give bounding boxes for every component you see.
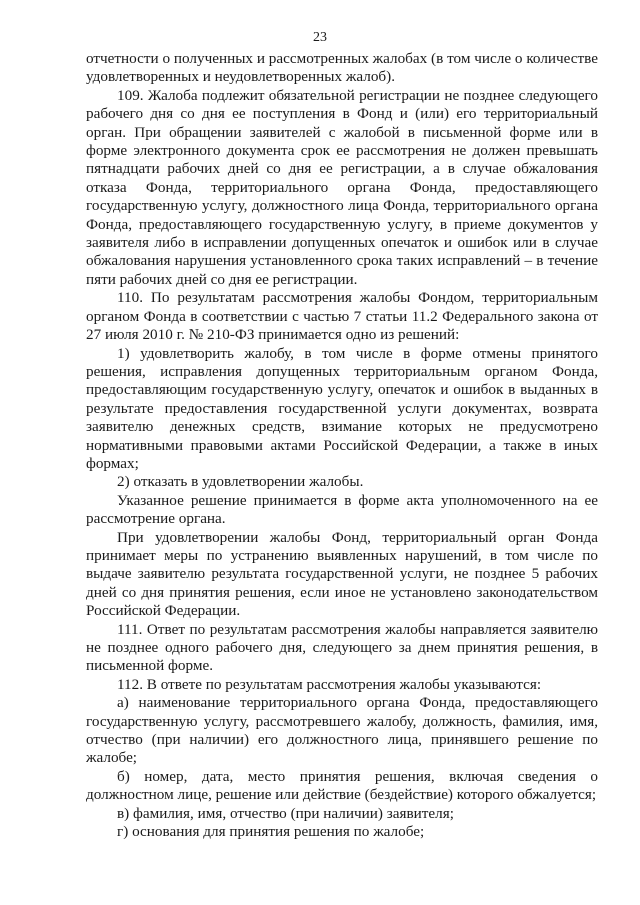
paragraph-110: 110. По результатам рассмотрения жалобы Фондом, территориальным органом Фонда в соответствии с частью 7 статьи 11.2 Федерального закона от 27 июля 2010 г. № 210-ФЗ принимается одно из решений:: [86, 289, 598, 344]
paragraph-112: 112. В ответе по результатам рассмотрения жалобы указываются:: [117, 675, 542, 693]
paragraph-110-item-2: 2) отказать в удовлетворении жалобы.: [117, 473, 364, 491]
paragraph-112-item-b: б) номер, дата, место принятия решения, включая сведения о должностном лице, решение или действие (бездействие) которого обжалуется;: [86, 767, 598, 804]
page-number: 23: [313, 30, 327, 45]
paragraph-112-item-a: а) наименование территориального органа Фонда, предоставляющего государственную услугу, рассмотревшего жалобу, должность, фамилия, имя, отчество (при наличии) его должностного лица, принявшего решение по жалобе;: [86, 694, 598, 767]
paragraph-110-item-1: 1) удовлетворить жалобу, в том числе в форме отмены принятого решения, исправления допущенных территориальным органом Фонда, предоставляющим государственную услугу, опечаток и ошибок в выданных в результате предоставления государственной услуги документах, возврата заявителю денежных средств, взимание которых не предусмотрено нормативными правовыми актами Российской Федерации, а также в иных формах;: [86, 344, 598, 472]
paragraph-109: 109. Жалоба подлежит обязательной регистрации не позднее следующего рабочего дня со дня ее поступления в Фонд и (или) его территориальный орган. При обращении заявителей с жалобой в письменной форме или в форме электронного документа срок ее рассмотрения не должен превышать пятнадцати рабочих дней со дня ее регистрации, а в случае обжалования отказа Фонда, территориального органа Фонда, предоставляющего государственную услугу, должностного лица Фонда, территориального органа Фонда, предоставляющего государственную услугу, в приеме документов у заявителя либо в исправлении допущенных опечаток и ошибок или в случае обжалования нарушения установленного срока таких исправлений – в течение пяти рабочих дней со дня ее регистрации.: [86, 86, 598, 288]
paragraph-112-item-v: в) фамилия, имя, отчество (при наличии) заявителя;: [117, 804, 454, 822]
paragraph-decision-form: Указанное решение принимается в форме акта уполномоченного на ее рассмотрение органа.: [86, 491, 598, 528]
paragraph-remedy-measures: При удовлетворении жалобы Фонд, территориальный орган Фонда принимает меры по устранению выявленных нарушений, в том числе по выдаче заявителю результата государственной услуги, не позднее 5 рабочих дней со дня принятия решения, если иное не установлено законодательством Российской Федерации.: [86, 528, 598, 620]
document-body: [86, 50, 598, 841]
paragraph-111: 111. Ответ по результатам рассмотрения жалобы направляется заявителю не позднее одного рабочего дня, следующего за днем принятия решения, в письменной форме.: [86, 620, 598, 675]
paragraph-112-item-g: г) основания для принятия решения по жалобе;: [117, 823, 425, 841]
paragraph-continuation: отчетности о полученных и рассмотренных жалобах (в том числе о количестве удовлетворенных и неудовлетворенных жалоб).: [86, 50, 598, 86]
